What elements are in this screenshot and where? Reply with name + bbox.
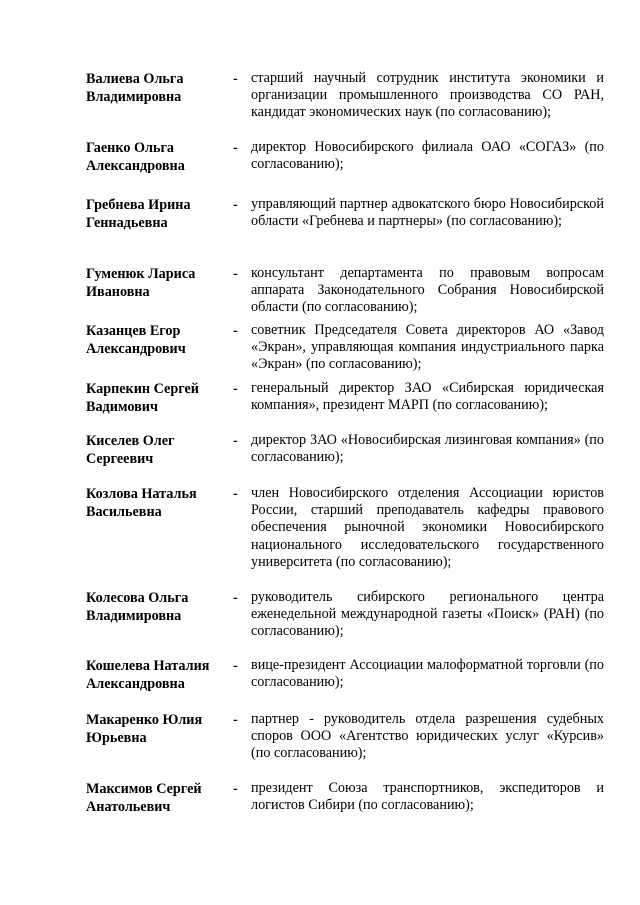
member-patronymic-line: Владимировна [86, 89, 182, 105]
member-patronymic-line: Владимировна [86, 608, 182, 624]
member-surname-line: Валиева Ольга [86, 71, 184, 87]
separator-dash: - [233, 266, 238, 282]
member-patronymic-line: Сергеевич [86, 451, 154, 467]
member-surname-line: Гаенко Ольга [86, 140, 175, 156]
member-patronymic-line: Анатольевич [86, 799, 171, 815]
member-description: член Новосибирского отделения Ассоциации юристов России, старший преподаватель кафедры правового обеспечения рыночной экономики Новосибирского национального исследовательского государственного университета (по согласованию); [251, 485, 604, 570]
member-surname-line: Гребнева Ирина [86, 197, 191, 213]
separator-dash: - [233, 486, 238, 502]
separator-dash: - [233, 712, 238, 728]
member-surname-line: Козлова Наталья [86, 486, 197, 502]
member-name [86, 265, 226, 301]
member-name [86, 139, 226, 175]
separator-dash: - [233, 658, 238, 674]
separator-dash: - [233, 590, 238, 606]
member-patronymic-line: Ивановна [86, 284, 150, 300]
member-surname-line: Карпекин Сергей [86, 381, 199, 397]
separator-dash: - [233, 197, 238, 213]
member-name [86, 196, 226, 232]
member-patronymic-line: Геннадьевна [86, 215, 168, 231]
separator-dash: - [233, 71, 238, 87]
member-description: президент Союза транспортников, экспедиторов и логистов Сибири (по согласованию); [251, 780, 604, 814]
member-name [86, 485, 226, 521]
member-surname-line: Казанцев Егор [86, 323, 181, 339]
member-description: старший научный сотрудник института экономики и организации промышленного производства СО РАН, кандидат экономических наук (по согласованию); [251, 70, 604, 121]
member-patronymic-line: Александрович [86, 341, 186, 357]
member-patronymic-line: Васильевна [86, 504, 162, 520]
member-surname-line: Колесова Ольга [86, 590, 189, 606]
member-name [86, 380, 226, 416]
member-name [86, 657, 226, 693]
member-name [86, 589, 226, 625]
member-description: директор ЗАО «Новосибирская лизинговая компания» (по согласованию); [251, 432, 604, 466]
member-description: партнер - руководитель отдела разрешения судебных споров ООО «Агентство юридических услуг «Курсив» (по согласованию); [251, 711, 604, 762]
member-description: советник Председателя Совета директоров АО «Завод «Экран», управляющая компания индустриального парка «Экран» (по согласованию); [251, 322, 604, 373]
member-surname-line: Кошелева Наталия [86, 658, 210, 674]
member-name [86, 70, 226, 106]
member-description: управляющий партнер адвокатского бюро Новосибирской области «Гребнева и партнеры» (по согласованию); [251, 196, 604, 230]
member-surname-line: Макаренко Юлия [86, 712, 203, 728]
member-name [86, 780, 226, 816]
member-patronymic-line: Вадимович [86, 399, 158, 415]
separator-dash: - [233, 381, 238, 397]
member-patronymic-line: Александровна [86, 158, 185, 174]
member-patronymic-line: Юрьевна [86, 730, 147, 746]
separator-dash: - [233, 433, 238, 449]
member-surname-line: Киселев Олег [86, 433, 175, 449]
member-surname-line: Максимов Сергей [86, 781, 202, 797]
member-name [86, 432, 226, 468]
member-description: консультант департамента по правовым вопросам аппарата Законодательного Собрания Новосибирской области (по согласованию); [251, 265, 604, 316]
member-description: директор Новосибирского филиала ОАО «СОГАЗ» (по согласованию); [251, 139, 604, 173]
separator-dash: - [233, 140, 238, 156]
separator-dash: - [233, 323, 238, 339]
member-name [86, 711, 226, 747]
member-patronymic-line: Александровна [86, 676, 185, 692]
member-description: генеральный директор ЗАО «Сибирская юридическая компания», президент МАРП (по согласованию); [251, 380, 604, 414]
member-name [86, 322, 226, 358]
member-surname-line: Гуменюк Лариса [86, 266, 196, 282]
member-description: вице-президент Ассоциации малоформатной торговли (по согласованию); [251, 657, 604, 691]
separator-dash: - [233, 781, 238, 797]
member-description: руководитель сибирского регионального центра еженедельной международной газеты «Поиск» (РАН) (по согласованию); [251, 589, 604, 640]
